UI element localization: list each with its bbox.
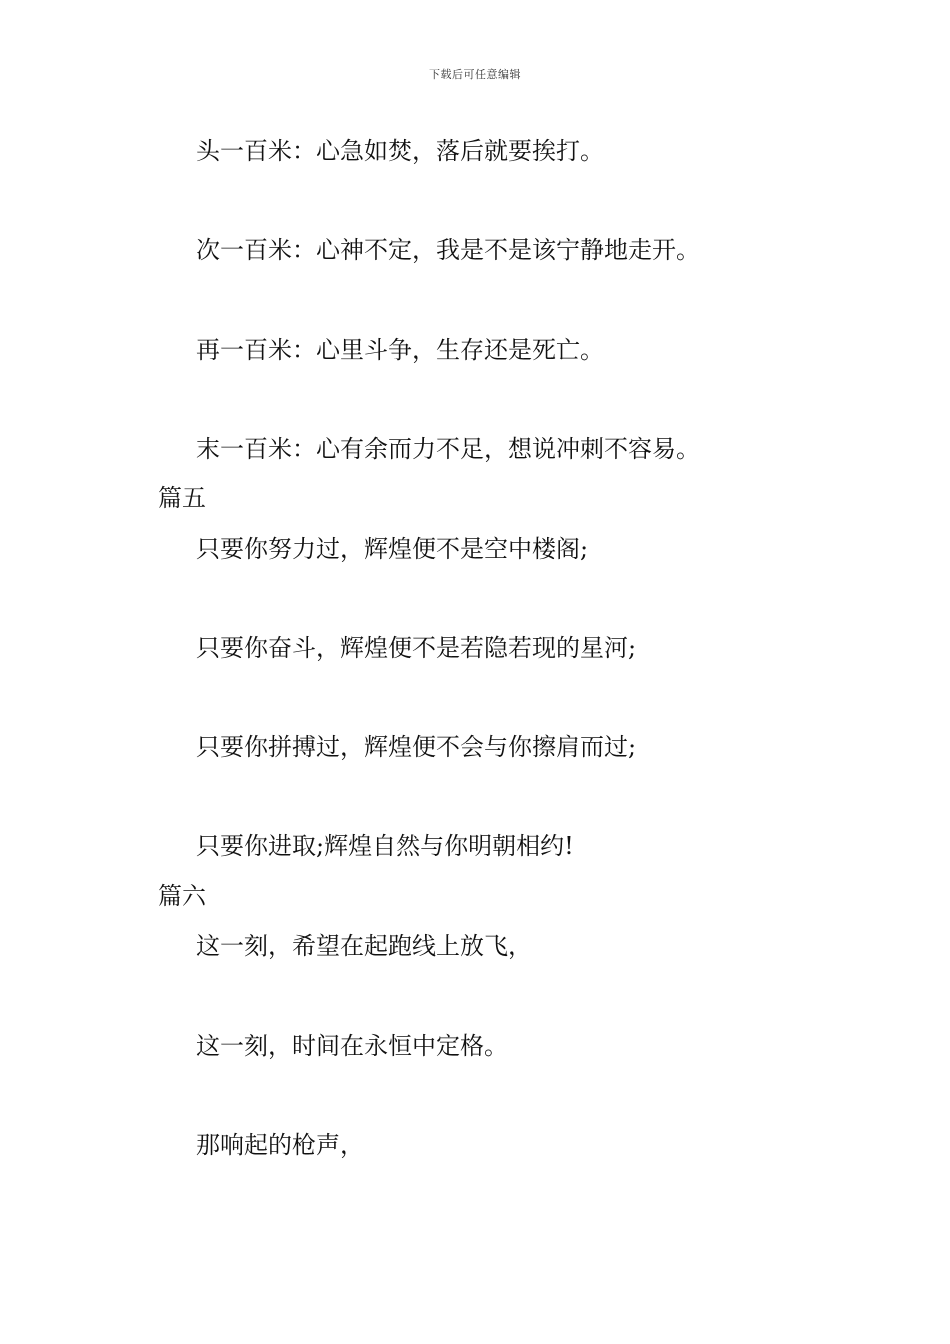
poem-line: 只要你进取;辉煌自然与你明朝相约! bbox=[196, 832, 574, 860]
page-header-note: 下载后可任意编辑 bbox=[429, 68, 521, 81]
poem-line: 这一刻，时间在永恒中定格。 bbox=[196, 1032, 508, 1060]
poem-line: 只要你奋斗，辉煌便不是若隐若现的星河; bbox=[196, 634, 637, 662]
poem-line: 只要你拼搏过，辉煌便不会与你擦肩而过; bbox=[196, 733, 637, 761]
poem-line: 那响起的枪声， bbox=[196, 1131, 364, 1159]
poem-line: 末一百米：心有余而力不足，想说冲刺不容易。 bbox=[196, 435, 700, 463]
section-heading: 篇六 bbox=[158, 882, 206, 910]
section-heading: 篇五 bbox=[158, 484, 206, 512]
poem-line: 再一百米：心里斗争，生存还是死亡。 bbox=[196, 336, 604, 364]
poem-line: 这一刻，希望在起跑线上放飞， bbox=[196, 932, 532, 960]
poem-line: 头一百米：心急如焚，落后就要挨打。 bbox=[196, 137, 604, 165]
poem-line: 次一百米：心神不定，我是不是该宁静地走开。 bbox=[196, 236, 700, 264]
poem-line: 只要你努力过，辉煌便不是空中楼阁; bbox=[196, 535, 589, 563]
